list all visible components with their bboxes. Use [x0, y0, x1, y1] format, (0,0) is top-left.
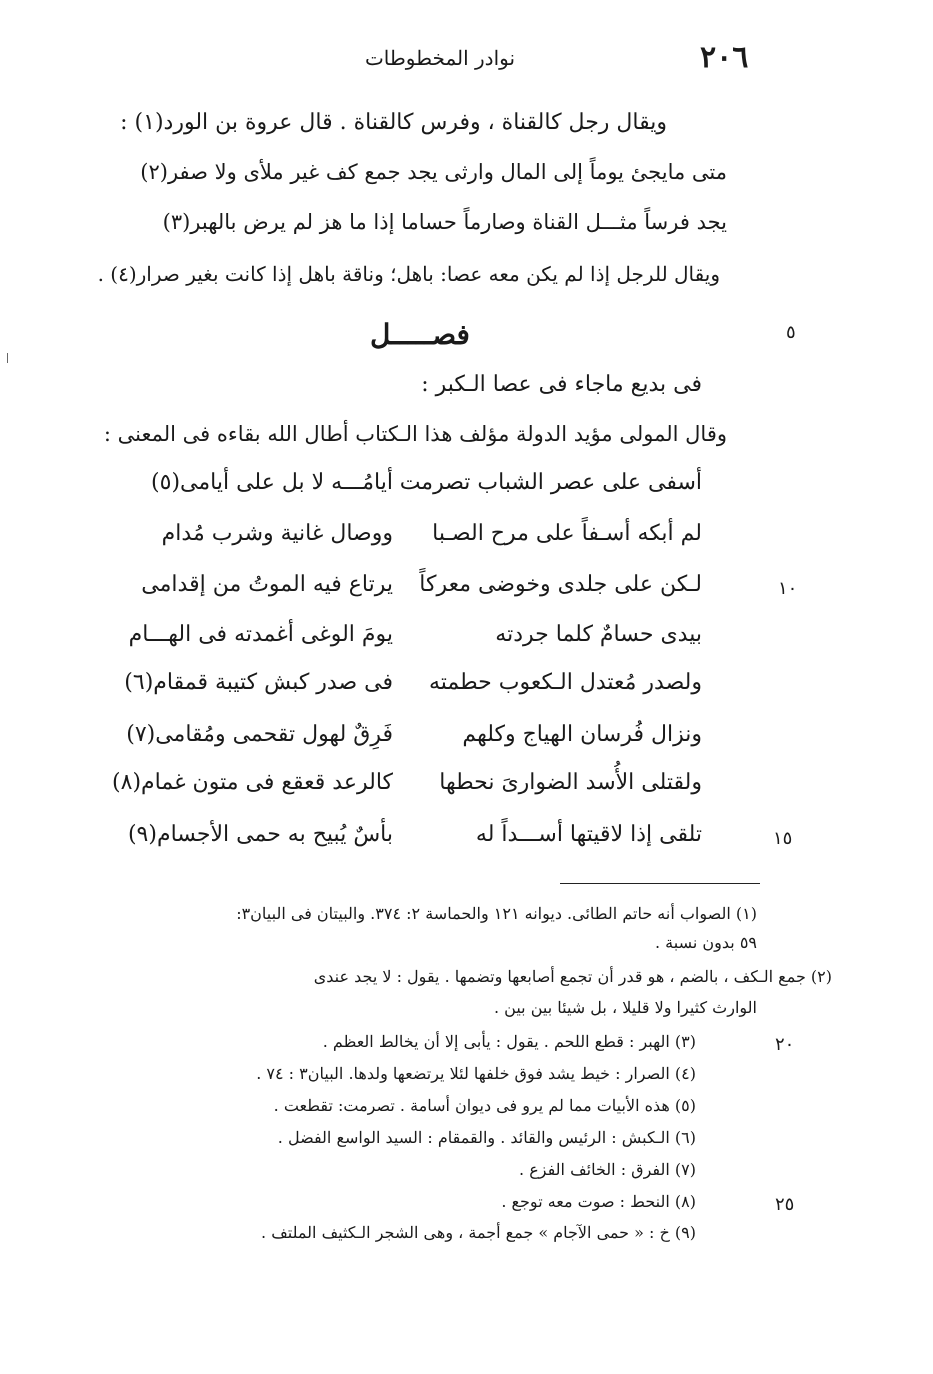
footnote-line: ٥٩ بدون نسبة . — [655, 933, 757, 952]
verse-first-hemistich: أسفى على عصر الشباب تصرمت — [399, 470, 702, 495]
footnote-line: الوارث كثيرا ولا قليلا ، بل شيئا بين بين . — [494, 998, 757, 1017]
footnote-separator — [560, 883, 760, 884]
line-number: ٢٠ — [775, 1034, 795, 1055]
section-heading: فصـــــل — [370, 318, 470, 351]
verse-first-hemistich: ونزال فُرسان الهياج وكلهم — [462, 722, 702, 747]
footnote-line: (٤) الصرار : خيط يشد فوق خلفها لئلا يرتضعها ولدها. البيان٣ : ٧٤ . — [256, 1064, 696, 1083]
verse-first-hemistich: ولصدر مُعتدل الـكعوب حطمته — [428, 670, 702, 695]
intro-line: ويقال للرجل إذا لم يكن معه عصا: باهل؛ وناقة باهل إذا كانت بغير صرار(٤) . — [97, 262, 720, 286]
verse-row — [0, 822, 933, 862]
intro-line: ويقال رجل كالقناة ، وفرس كالقناة . قال عروة بن الورد(١) : — [120, 110, 667, 135]
page-header — [0, 40, 933, 80]
running-title: نوادر المخطوطات — [364, 46, 516, 70]
verse-second-hemistich: فَرِقٌ لهول تقحمى ومُقامى(٧) — [126, 722, 393, 747]
footnote-line: (٦) الـكبش : الرئيس والقائد . والقمقام : السيد الواسع الفضل . — [277, 1128, 696, 1147]
verse-second-hemistich: يومَ الوغى أغمدته فى الهـــام — [128, 622, 393, 647]
verse-second-hemistich: كالرعد قعقع فى متون غمام(٨) — [112, 770, 393, 795]
footnote-line: (١) الصواب أنه حاتم الطائى. ديوانه ١٢١ والحماسة ٢: ٣٧٤. والبيتان فى البيان٣: — [236, 904, 757, 923]
verse-second-hemistich: فى صدر كبش كتيبة قمقام(٦) — [124, 670, 393, 695]
margin-mark — [7, 353, 8, 363]
verse-row — [0, 521, 933, 561]
intro-verse-line: يجد فرساً مثـــل القناة وصارماً حساما إذا ما هز لم يرض بالهبر(٣) — [162, 210, 727, 234]
footnote-line: (٧) الفرق : الخائف الفزع . — [519, 1160, 696, 1179]
footnote-line: (٩) خ : « حمى الآجام » جمع أجمة ، وهى الشجر الـكثيف الملتف . — [261, 1223, 696, 1242]
verse-first-hemistich: تلقى إذا لاقيتها أســـداً له — [475, 822, 702, 847]
verse-row — [0, 770, 933, 810]
verse-first-hemistich: لم أبكه أسـفاً على مرح الصـبا — [432, 521, 702, 546]
verse-row — [0, 722, 933, 762]
footnote-line: (٥) هذه الأبيات مما لم يرو فى ديوان أسامة . تصرمت: تقطعت . — [273, 1096, 696, 1115]
footnote-line: (٣) الهبر : قطع اللحم . يقول : يأبى إلا أن يخالط العظم . — [322, 1032, 696, 1051]
verse-row — [0, 670, 933, 710]
verse-first-hemistich: بيدى حسامٌ كلما جردته — [495, 622, 702, 647]
body-line: فى بديع ماجاء فى عصا الـكبر : — [421, 372, 702, 397]
verse-first-hemistich: لـكن على جلدى وخوضى معركاً — [419, 572, 702, 597]
line-number: ٢٥ — [775, 1194, 795, 1215]
body-line: وقال المولى مؤيد الدولة مؤلف هذا الـكتاب أطال الله بقاءه فى المعنى : — [103, 422, 727, 446]
verse-first-hemistich: ولقتلى الأُسد الضوارىَ نحطها — [439, 770, 702, 795]
intro-verse-line: متى مايجئ يوماً إلى المال وارثى يجد جمع كف غير ملأى ولا صفر(٢) — [140, 160, 727, 184]
verse-second-hemistich: يرتاع فيه الموتُ من إقدامى — [141, 572, 393, 597]
verse-second-hemistich: بأسٌ يُبيح به حمى الأجسام(٩) — [127, 822, 393, 847]
line-number: ١٥ — [773, 828, 793, 849]
verse-row — [0, 622, 933, 662]
verse-row — [0, 470, 933, 510]
verse-second-hemistich: ووصال غانية وشرب مُدام — [161, 521, 393, 546]
line-number: ٥ — [786, 322, 796, 343]
footnote-line: (٢) جمع الـكف ، بالضم ، هو قدر أن تجمع أصابعها وتضمها . يقول : لا يجد عندى — [313, 967, 832, 986]
line-number: ١٠ — [778, 578, 798, 599]
footnote-line: (٨) النحط : صوت معه توجع . — [501, 1192, 696, 1211]
verse-row — [0, 572, 933, 612]
verse-second-hemistich: أيامُـــه لا بل على أيامى(٥) — [151, 470, 393, 495]
page-number: ٢٠٦ — [700, 40, 749, 75]
